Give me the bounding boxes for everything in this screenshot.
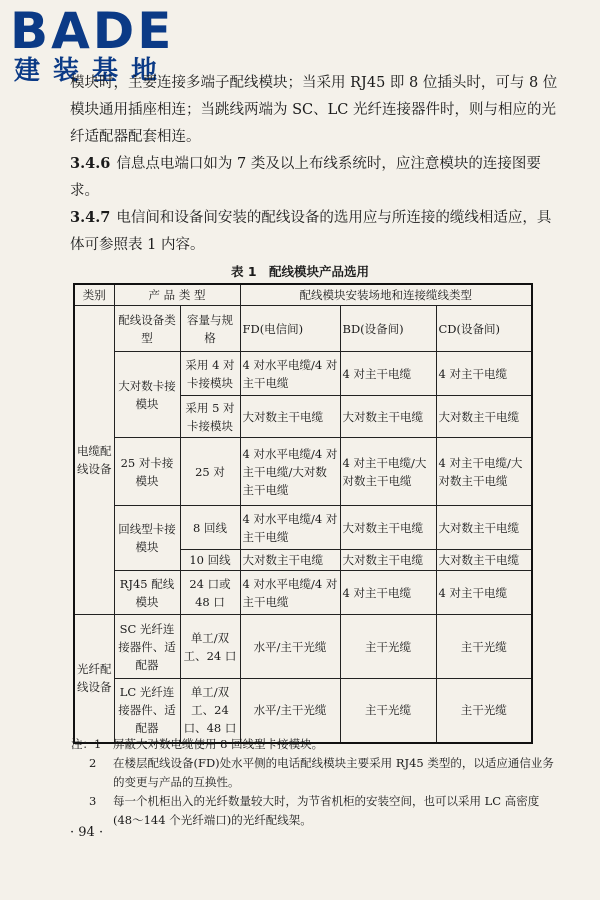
note-number: 3 <box>89 794 97 808</box>
module-type-cell: 大对数卡接模块 <box>114 352 180 438</box>
subheader-fd: FD(电信间) <box>240 306 340 352</box>
table-row <box>74 438 532 506</box>
module-type-cell: 回线型卡接模块 <box>114 506 180 571</box>
fd-cell: 大对数主干电缆 <box>240 396 340 438</box>
note-item <box>71 735 555 754</box>
section-text: 信息点电端口如为 7 类及以上布线系统时，应注意模块的连接图要求。 <box>70 156 541 199</box>
cd-cell: 4 对主干电缆 <box>436 352 532 396</box>
header-install: 配线模块安装场地和连接缆线类型 <box>240 284 532 306</box>
capacity-cell: 采用 5 对卡接模块 <box>180 396 240 438</box>
group-cable: 电缆配线设备 <box>74 306 114 615</box>
note-item <box>85 792 555 830</box>
module-type-cell: LC 光纤连接器件、适配器 <box>114 679 180 743</box>
fd-cell: 水平/主干光缆 <box>240 679 340 743</box>
logo-subtitle: 建装基地 <box>14 56 171 86</box>
bd-cell: 主干光缆 <box>340 679 436 743</box>
table-title: 表 1 配线模块产品选用 <box>230 264 370 279</box>
cd-cell: 4 对主干电缆/大对数主干电缆 <box>436 438 532 506</box>
subheader-capacity: 容量与规格 <box>180 306 240 352</box>
subheader-cd: CD(设备间) <box>436 306 532 352</box>
bd-cell: 大对数主干电缆 <box>340 506 436 550</box>
bd-cell: 4 对主干电缆/大对数主干电缆 <box>340 438 436 506</box>
cd-cell: 大对数主干电缆 <box>436 550 532 571</box>
bd-cell: 4 对主干电缆 <box>340 571 436 615</box>
module-type-cell: 25 对卡接模块 <box>114 438 180 506</box>
capacity-cell: 单工/双工、24 口、48 口 <box>180 679 240 743</box>
logo-text: BADE <box>10 2 175 60</box>
section-3-4-7 <box>70 204 560 259</box>
section-text: 电信间和设备间安装的配线设备的选用应与所连接的缆线相适应，具体可参照表 1 内容。 <box>70 210 552 253</box>
header-product-type: 产 品 类 型 <box>114 284 240 306</box>
capacity-cell: 10 回线 <box>180 550 240 571</box>
subheader-module-type: 配线设备类型 <box>114 306 180 352</box>
section-number: 3.4.7 <box>70 209 111 226</box>
table-row <box>74 506 532 550</box>
bd-cell: 大对数主干电缆 <box>340 550 436 571</box>
cd-cell: 主干光缆 <box>436 679 532 743</box>
capacity-cell: 25 对 <box>180 438 240 506</box>
cd-cell: 大对数主干电缆 <box>436 396 532 438</box>
note-number: 2 <box>89 756 97 770</box>
cd-cell: 主干光缆 <box>436 615 532 679</box>
table-row <box>74 571 532 615</box>
notes-label: 注： <box>71 737 94 751</box>
capacity-cell: 24 口或 48 口 <box>180 571 240 615</box>
section-number: 3.4.6 <box>70 155 111 172</box>
capacity-cell: 8 回线 <box>180 506 240 550</box>
bd-cell: 大对数主干电缆 <box>340 396 436 438</box>
page-number: · 94 · <box>70 825 104 840</box>
note-text: 屏蔽大对数电缆使用 8 回线型卡接模块。 <box>113 737 324 751</box>
cd-cell: 大对数主干电缆 <box>436 506 532 550</box>
fd-cell: 大对数主干电缆 <box>240 550 340 571</box>
cd-cell: 4 对主干电缆 <box>436 571 532 615</box>
bd-cell: 4 对主干电缆 <box>340 352 436 396</box>
bd-cell: 主干光缆 <box>340 615 436 679</box>
module-selection-table <box>73 283 533 744</box>
subheader-bd: BD(设备间) <box>340 306 436 352</box>
fd-cell: 4 对水平电缆/4 对主干电缆 <box>240 352 340 396</box>
module-type-cell: SC 光纤连接器件、适配器 <box>114 615 180 679</box>
fd-cell: 水平/主干光缆 <box>240 615 340 679</box>
module-type-cell: RJ45 配线模块 <box>114 571 180 615</box>
intro-paragraph: 模块时，主要连接多端子配线模块；当采用 RJ45 即 8 位插头时，可与 8 位模块通用插座相连；当跳线两端为 SC、LC 光纤连接器件时，则与相应的光纤适配器配套相连。 <box>70 75 558 145</box>
note-text: 每一个机柜出入的光纤数量较大时，为节省机柜的安装空间，也可以采用 LC 高密度(48～144 个光纤端口)的光纤配线架。 <box>113 794 540 827</box>
table-row <box>74 679 532 743</box>
header-category: 类别 <box>74 284 114 306</box>
capacity-cell: 采用 4 对卡接模块 <box>180 352 240 396</box>
table-row <box>74 615 532 679</box>
table-row <box>74 352 532 396</box>
fd-cell: 4 对水平电缆/4 对主干电缆 <box>240 571 340 615</box>
group-fiber: 光纤配线设备 <box>74 615 114 743</box>
fd-cell: 4 对水平电缆/4 对主干电缆/大对数主干电缆 <box>240 438 340 506</box>
table-notes <box>71 735 555 830</box>
section-3-4-6 <box>70 150 560 205</box>
note-text: 在楼层配线设备(FD)处水平侧的电话配线模块主要采用 RJ45 类型的，以适应通信业务的变更与产品的互换性。 <box>113 756 554 789</box>
note-number: 1 <box>94 737 102 751</box>
note-item <box>85 754 555 792</box>
capacity-cell: 单工/双工、24 口 <box>180 615 240 679</box>
fd-cell: 4 对水平电缆/4 对主干电缆 <box>240 506 340 550</box>
